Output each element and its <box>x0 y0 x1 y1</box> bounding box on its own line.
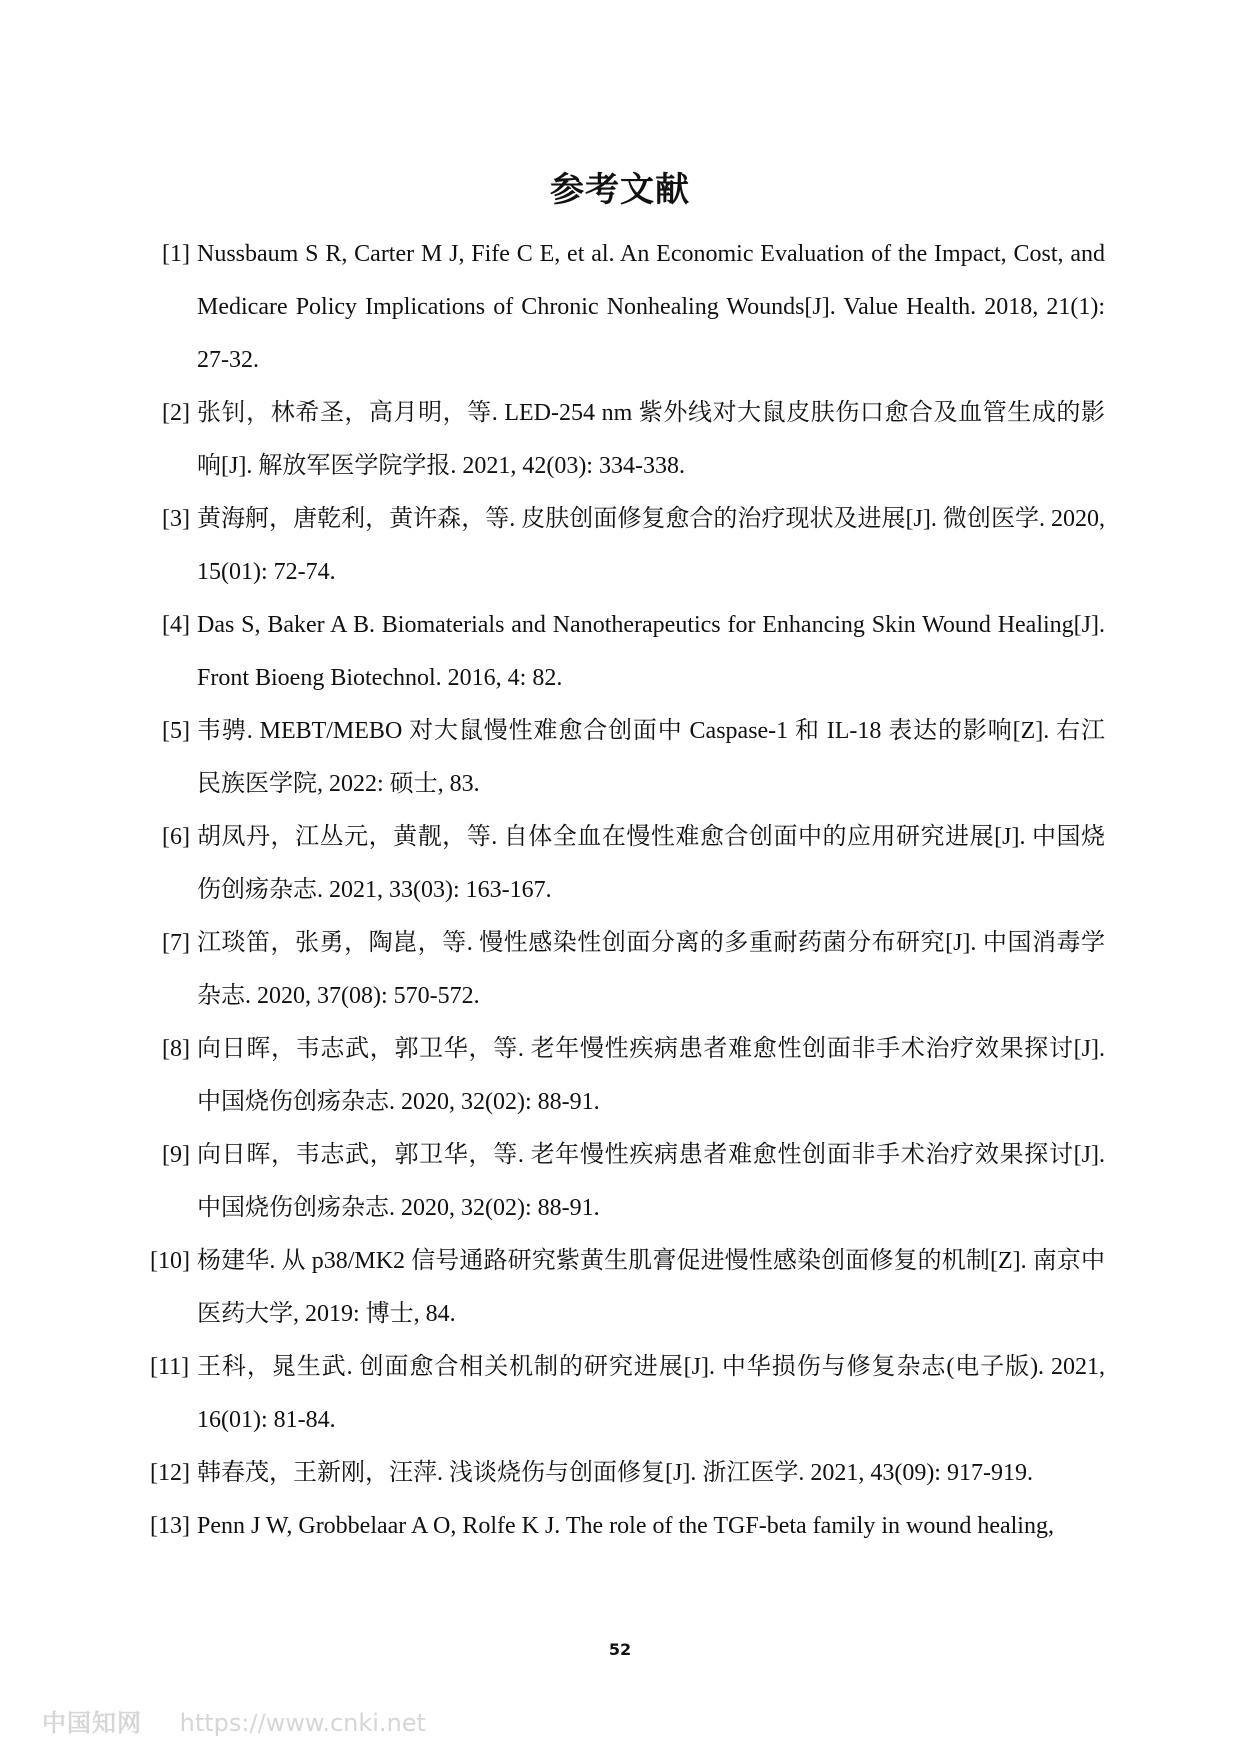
reference-entry <box>0 917 1240 1023</box>
reference-entry <box>0 1129 1240 1235</box>
reference-number: [1] <box>162 241 190 267</box>
reference-entry <box>0 1447 1240 1500</box>
reference-text: Nussbaum S R, Carter M J, Fife C E, et al. An Economic Evaluation of the Impact, Cost, and Medicare Policy Implications of Chronic Nonhealing Wounds[J]. Value Health. 2018, 21(1): 27-32. <box>197 241 1105 373</box>
reference-text: 向日晖，韦志武，郭卫华，等. 老年慢性疾病患者难愈性创面非手术治疗效果探讨[J]. 中国烧伤创疡杂志. 2020, 32(02): 88-91. <box>197 1036 1105 1115</box>
cnki-watermark <box>42 1703 426 1738</box>
reference-entry <box>0 811 1240 917</box>
reference-number: [9] <box>162 1142 190 1168</box>
reference-text: 杨建华. 从 p38/MK2 信号通路研究紫黄生肌膏促进慢性感染创面修复的机制[Z]. 南京中医药大学, 2019: 博士, 84. <box>197 1248 1105 1327</box>
reference-text: 王科，晁生武. 创面愈合相关机制的研究进展[J]. 中华损伤与修复杂志(电子版). 2021, 16(01): 81-84. <box>197 1354 1105 1433</box>
reference-list <box>0 228 1240 1553</box>
reference-number: [6] <box>162 824 190 850</box>
reference-text: Das S, Baker A B. Biomaterials and Nanotherapeutics for Enhancing Skin Wound Healing[J]. Front Bioeng Biotechnol. 2016, 4: 82. <box>197 612 1105 691</box>
reference-number: [12] <box>150 1460 190 1486</box>
page-number: 52 <box>608 1640 632 1659</box>
reference-entry <box>0 599 1240 705</box>
reference-number: [2] <box>162 400 190 426</box>
reference-entry <box>0 1235 1240 1341</box>
reference-text: 江琰笛，张勇，陶崑，等. 慢性感染性创面分离的多重耐药菌分布研究[J]. 中国消毒学杂志. 2020, 37(08): 570-572. <box>197 930 1105 1009</box>
watermark-url: https://www.cnki.net <box>179 1709 426 1737</box>
reference-number: [4] <box>162 612 190 638</box>
reference-text: 韦骋. MEBT/MEBO 对大鼠慢性难愈合创面中 Caspase-1 和 IL-18 表达的影响[Z]. 右江民族医学院, 2022: 硕士, 83. <box>197 718 1105 797</box>
reference-text: Penn J W, Grobbelaar A O, Rolfe K J. The role of the TGF-beta family in wound healing, <box>197 1513 1054 1539</box>
reference-number: [11] <box>150 1354 190 1380</box>
reference-text: 胡凤丹，江丛元，黄靓，等. 自体全血在慢性难愈合创面中的应用研究进展[J]. 中国烧伤创疡杂志. 2021, 33(03): 163-167. <box>197 824 1105 903</box>
page-title: 参考文献 <box>550 170 690 210</box>
reference-number: [8] <box>162 1036 190 1062</box>
reference-entry <box>0 705 1240 811</box>
reference-number: [7] <box>162 930 190 956</box>
reference-text: 向日晖，韦志武，郭卫华，等. 老年慢性疾病患者难愈性创面非手术治疗效果探讨[J]. 中国烧伤创疡杂志. 2020, 32(02): 88-91. <box>197 1142 1105 1221</box>
reference-text: 张钊，林希圣，高月明，等. LED-254 nm 紫外线对大鼠皮肤伤口愈合及血管生成的影响[J]. 解放军医学院学报. 2021, 42(03): 334-338. <box>197 400 1105 479</box>
watermark-logo: 中国知网 <box>42 1709 142 1737</box>
reference-number: [10] <box>150 1248 190 1274</box>
reference-entry <box>0 1341 1240 1447</box>
reference-number: [5] <box>162 718 190 744</box>
reference-text: 黄海舸，唐乾利，黄许森，等. 皮肤创面修复愈合的治疗现状及进展[J]. 微创医学. 2020, 15(01): 72-74. <box>197 506 1105 585</box>
reference-entry <box>0 387 1240 493</box>
reference-entry <box>0 228 1240 387</box>
reference-entry <box>0 1023 1240 1129</box>
reference-number: [3] <box>162 506 190 532</box>
reference-entry <box>0 493 1240 599</box>
reference-number: [13] <box>150 1513 190 1539</box>
reference-text: 韩春茂，王新刚，汪萍. 浅谈烧伤与创面修复[J]. 浙江医学. 2021, 43(09): 917-919. <box>197 1460 1033 1486</box>
reference-entry <box>0 1500 1240 1553</box>
